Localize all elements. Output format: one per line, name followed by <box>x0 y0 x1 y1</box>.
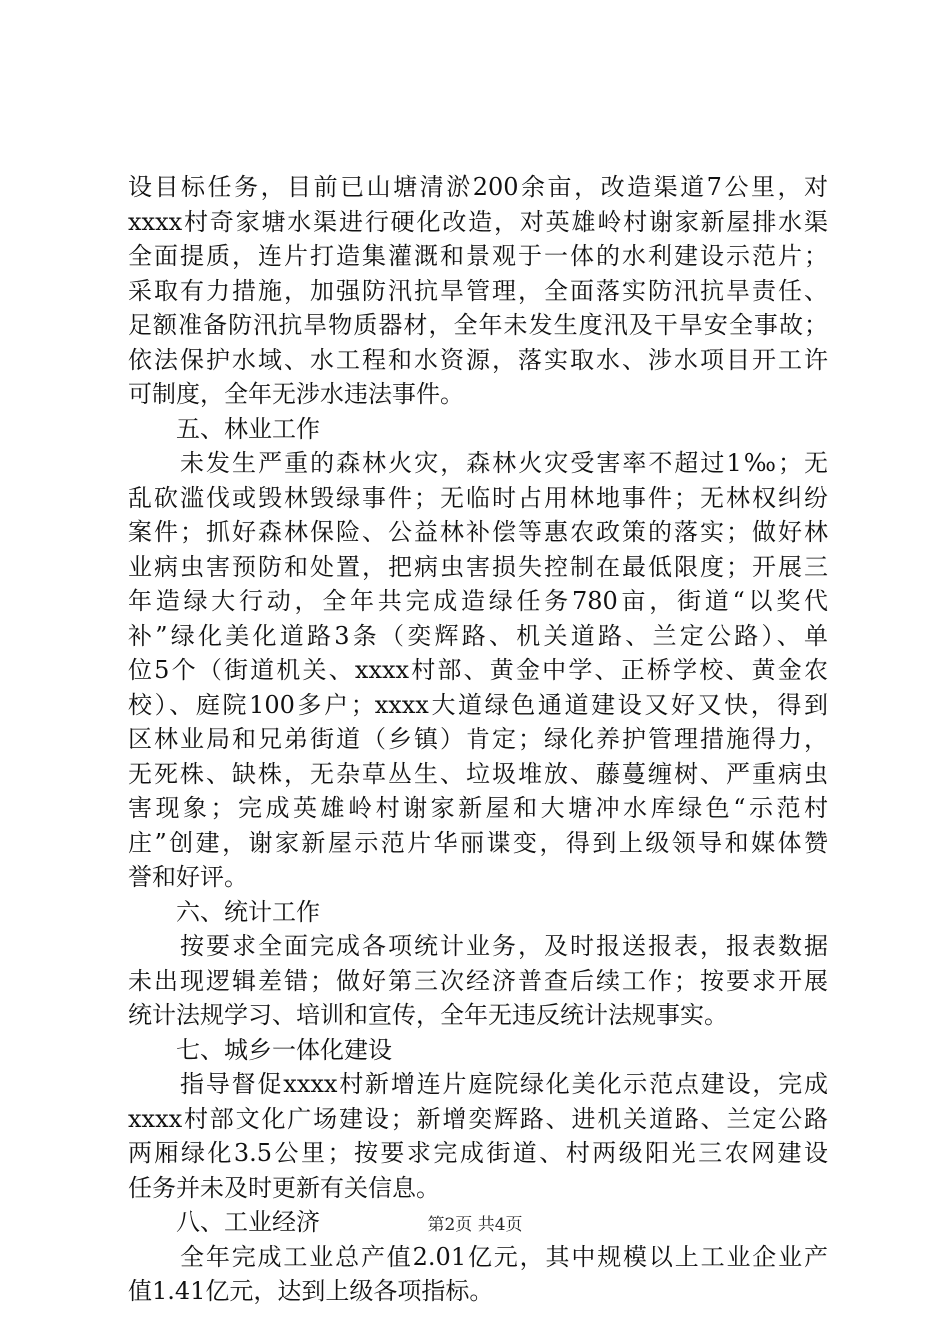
section-heading <box>128 1033 828 1068</box>
heading-text: 五、林业工作 <box>176 414 320 443</box>
paragraph-line: xxxx村部文化广场建设；新增奕辉路、进机关道路、兰定公路 <box>128 1104 828 1133</box>
section-heading <box>128 412 828 447</box>
paragraph-line: 未发生严重的森林火灾，森林火灾受害率不超过1‰；无 <box>180 449 828 477</box>
body-paragraph <box>128 446 828 895</box>
paragraph-line: 两厢绿化3.5公里；按要求完成街道、村两级阳光三农网建设 <box>128 1139 828 1167</box>
paragraph-line: 足额准备防汛抗旱物质器材，全年未发生度汛及干旱安全事故； <box>128 311 828 339</box>
paragraph-line: 统计法规学习、培训和宣传，全年无违反统计法规事实。 <box>128 1001 728 1029</box>
paragraph-line: 全面提质，连片打造集灌溉和景观于一体的水利建设示范片； <box>128 242 828 270</box>
paragraph-line: 害现象；完成英雄岭村谢家新屋和大塘冲水库绿色“示范村 <box>128 794 828 822</box>
paragraph-line: 校）、庭院100多户；xxxx大道绿色通道建设又好又快，得到 <box>128 690 828 719</box>
heading-text: 七、城乡一体化建设 <box>176 1035 392 1064</box>
paragraph-line: 补”绿化美化道路3条（奕辉路、机关道路、兰定公路）、单 <box>128 621 828 650</box>
paragraph-line: 案件；抓好森林保险、公益林补偿等惠农政策的落实；做好林 <box>128 518 828 546</box>
paragraph-line: 任务并未及时更新有关信息。 <box>128 1173 440 1202</box>
paragraph-line: 乱砍滥伐或毁林毁绿事件；无临时占用林地事件；无林权纠纷 <box>128 483 828 512</box>
paragraph-line: 位5个（街道机关、xxxx村部、黄金中学、正桥学校、黄金农 <box>128 656 828 684</box>
page-footer: 第2页 共4页 <box>427 1215 523 1235</box>
body-paragraph <box>128 1067 828 1205</box>
paragraph-line: xxxx村奇家塘水渠进行硬化改造，对英雄岭村谢家新屋排水渠 <box>128 207 828 236</box>
heading-text: 八、工业经济 <box>176 1208 320 1236</box>
body-paragraph <box>128 929 828 1033</box>
paragraph-line: 可制度，全年无涉水违法事件。 <box>128 380 464 408</box>
paragraph-line: 值1.41亿元，达到上级各项指标。 <box>128 1277 494 1305</box>
section-heading <box>128 895 828 930</box>
body-paragraph <box>128 170 828 412</box>
heading-text: 六、统计工作 <box>176 897 320 926</box>
paragraph-line: 全年完成工业总产值2.01亿元，其中规模以上工业企业产 <box>180 1242 828 1271</box>
paragraph-line: 指导督促xxxx村新增连片庭院绿化美化示范点建设，完成 <box>180 1070 828 1098</box>
paragraph-line: 年造绿大行动，全年共完成造绿任务780亩，街道“以奖代 <box>128 587 828 615</box>
document-body <box>128 170 828 1309</box>
body-paragraph <box>128 1240 828 1309</box>
paragraph-line: 未出现逻辑差错；做好第三次经济普查后续工作；按要求开展 <box>128 966 828 995</box>
paragraph-line: 区林业局和兄弟街道（乡镇）肯定；绿化养护管理措施得力， <box>128 725 828 753</box>
paragraph-line: 采取有力措施，加强防汛抗旱管理，全面落实防汛抗旱责任、 <box>128 276 828 305</box>
paragraph-line: 依法保护水域、水工程和水资源，落实取水、涉水项目开工许 <box>128 345 828 374</box>
paragraph-line: 按要求全面完成各项统计业务，及时报送报表，报表数据 <box>180 932 828 960</box>
paragraph-line: 誉和好评。 <box>128 863 248 891</box>
paragraph-line: 设目标任务，目前已山塘清淤200余亩，改造渠道7公里，对 <box>128 173 828 201</box>
paragraph-line: 业病虫害预防和处置，把病虫害损失控制在最低限度；开展三 <box>128 552 828 581</box>
paragraph-line: 无死株、缺株，无杂草丛生、垃圾堆放、藤蔓缠树、严重病虫 <box>128 759 828 788</box>
paragraph-line: 庄”创建，谢家新屋示范片华丽谍变，得到上级领导和媒体赞 <box>128 828 828 857</box>
